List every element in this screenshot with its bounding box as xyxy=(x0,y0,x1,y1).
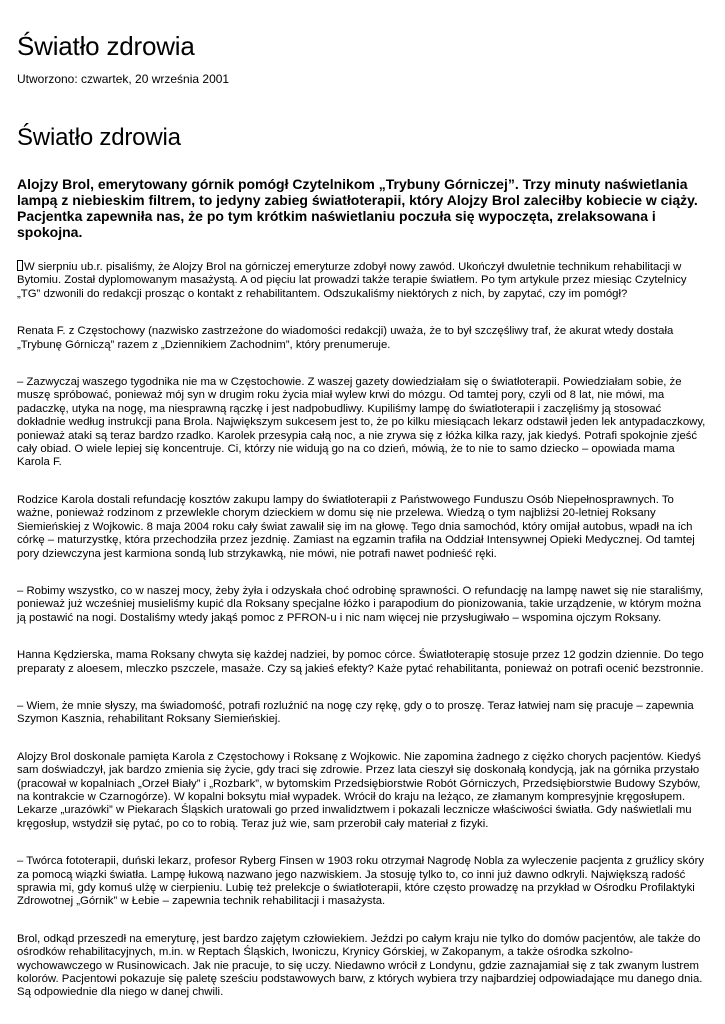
article-paragraph: Brol, odkąd przeszedł na emeryturę, jest bardzo zajętym człowiekiem. Jeździ po całym kraju nie tylko do domów pacjentów, ale także do ośrodków rehabilitacyjnych, m.in. w Reptach Śląskich, Iwoniczu, Krynicy Górskiej, w Zakopanym, a także ośrodka szkolno-wychowawczego w Rusinowicach. Jak nie pracuje, to się uczy. Niedawno wrócił z Londynu, gdzie zaznajamiał się z tak zwanym lustrem kolorów. Pacjentowi pokazuje się paletę sześciu podstawowych barw, z których wybiera trzy najbardziej odpowiadające mu danego dnia. Są odpowiednie dla niego w danej chwili. xyxy=(17,932,703,999)
article-paragraph: Renata F. z Częstochowy (nazwisko zastrzeżone do wiadomości redakcji) uważa, że to był szczęśliwy traf, że akurat wtedy dostała „Trybunę Górniczą” razem z „Dziennikiem Zachodnim”, który prenumeruje. xyxy=(17,325,674,351)
article-title: Światło zdrowia xyxy=(17,124,181,151)
article-lead: Alojzy Brol, emerytowany górnik pomógł Czytelnikom „Trybuny Górniczej”. Trzy minuty naświetlania lampą z niebieskim filtrem, to jedyny zabieg światłoterapii, który Alojzy Brol zaleciłby kobiecie w ciąży. Pacjentka zapewniła nas, że po tym krótkim naświetlaniu poczuła się wypoczęta, zrelaksowana i spokojna. xyxy=(17,176,698,240)
created-date: Utworzono: czwartek, 20 września 2001 xyxy=(17,72,230,86)
article-paragraph: – Twórca fototerapii, duński lekarz, profesor Ryberg Finsen w 1903 roku otrzymał Nagrodę Nobla za wyleczenie pacjenta z gruźlicy skóry za pomocą wiązki światła. Lampę łukową nazwano jego nazwiskiem. Ja stosuję tylko to, co inni już dawno odkryli. Największą radość sprawia mi, gdy komuś ulżę w cierpieniu. Lubię też prelekcje o światłoterapii, które często prowadzę na przykład w Ośrodku Profilaktyki Zdrowotnej „Górnik” w Łebie – zapewnia technik rehabilitacji i masażysta. xyxy=(17,855,705,908)
article-paragraph: – Wiem, że mnie słyszy, ma świadomość, potrafi rozluźnić na nogę czy rękę, gdy o to proszę. Teraz łatwiej nam się pracuje – zapewnia Szymon Kasznia, rehabilitant Roksany Siemieńskiej. xyxy=(17,699,694,726)
article-paragraph: Alojzy Brol doskonale pamięta Karola z Częstochowy i Roksanę z Wojkowic. Nie zapomina żadnego z ciężko chorych pacjentów. Kiedyś sam doświadczył, jak bardzo zmienia się życie, gdy traci się zdrowie. Przez lata cieszył się doskonałą kondycją, jak na górnika przystało (pracował w kopalniach „Orzeł Biały” i „Rozbark”, w bytomskim Przedsiębiorstwie Robót Górniczych, Przedsiębiorstwie Budowy Szybów, na kontrakcie w Czarnogórze). W kopalni boksytu miał wypadek. Wrócił do kraju na leżąco, ze złamanym kompresyjnie kręgosłupem. Lekarze „urazówki” w Piekarach Śląskich uratowali go przed inwalidztwem i pokazali lecznicze właściwości światła. Gdy naświetlali mu kręgosłup, wstydził się pytać, po co to robią. Teraz już wie, sam przerobił cały materiał z fizyki. xyxy=(17,750,701,830)
article-paragraph: Rodzice Karola dostali refundację kosztów zakupu lampy do światłoterapii z Państwowego Funduszu Osób Niepełnosprawnych. To ważne, ponieważ rodzinom z przewlekle chorym dzieckiem w domu się nie przelewa. Wiedzą o tym najbliżsi 20-letniej Roksany Siemieńskiej z Wojkowic. 8 maja 2004 roku cały świat zawalił się im na głowę. Tego dnia samochód, który omijał autobus, wpadł na ich córkę – maturzystkę, która przechodziła przez jezdnię. Zamiast na egzamin trafiła na Oddział Intensywnej Opieki Medycznej. Od tamtej pory dziewczyna jest karmiona sondą lub strzykawką, nie mówi, nie potrafi nawet podnieść ręki. xyxy=(17,493,695,560)
article-paragraph xyxy=(17,260,709,301)
article-paragraph-text: W sierpniu ub.r. pisaliśmy, że Alojzy Brol na górniczej emeryturze zdobył nowy zawód. Ukończył dwuletnie technikum rehabilitacji w Bytomiu. Został dyplomowanym masażystą. A od pięciu lat prowadzi także terapie światłem. Po tym artykule przez miesiąc Czytelnicy „TG” dzwonili do redakcji prosząc o kontakt z rehabilitantem. Odszukaliśmy niektórych z nich, by zapytać, czy im pomógł? xyxy=(17,261,687,300)
page-title: Światło zdrowia xyxy=(17,31,195,61)
article-paragraph: – Zazwyczaj waszego tygodnika nie ma w Częstochowie. Z waszej gazety dowiedziałam się o światłoterapii. Powiedziałam sobie, że muszę spróbować, ponieważ mój syn w drugim roku życia miał wylew krwi do mózgu. Od tamtej pory, czyli od 8 lat, nie mówi, ma padaczkę, utyka na nogę, ma niesprawną rączkę i jest nadpobudliwy. Kupiliśmy lampę do światłoterapii i zaczęliśmy ją stosować dokładnie według instrukcji pana Brola. Największym sukcesem jest to, że po kilku miesiącach lekarz odstawił jeden lek antypadaczkowy, ponieważ ataki są teraz bardzo rzadko. Karolek przesypia całą noc, a nie zrywa się z łóżka kilka razy, jak kiedyś. Potrafi spokojnie zjeść cały obiad. O wiele lepiej się koncentruje. Ci, którzy nie widują go na co dzień, mówią, że to nie to samo dziecko – opowiada mama Karola F. xyxy=(17,376,706,469)
article-body xyxy=(17,260,709,1024)
missing-glyph-icon xyxy=(17,260,23,271)
article-paragraph: – Robimy wszystko, co w naszej mocy, żeby żyła i odzyskała choć odrobinę sprawności. O refundację na lampę nawet się nie staraliśmy, ponieważ już wcześniej musieliśmy kupić dla Roksany specjalne łóżko i parapodium do pionizowania, takie urządzenie, w którym można ją postawić na nogi. Dostaliśmy wtedy jakąś pomoc z PFRON-u i nic nam więcej nie przysługiwało – wspomina ojczym Roksany. xyxy=(17,584,704,624)
article-paragraph: Hanna Kędzierska, mama Roksany chwyta się każdej nadziei, by pomoc córce. Światłoterapię stosuje przez 12 godzin dziennie. Do tego preparaty z aloesem, mleczko pszczele, masaże. Czy są jakieś efekty? Każe pytać rehabilitanta, ponieważ on potrafi ocenić bezstronnie. xyxy=(17,649,704,675)
